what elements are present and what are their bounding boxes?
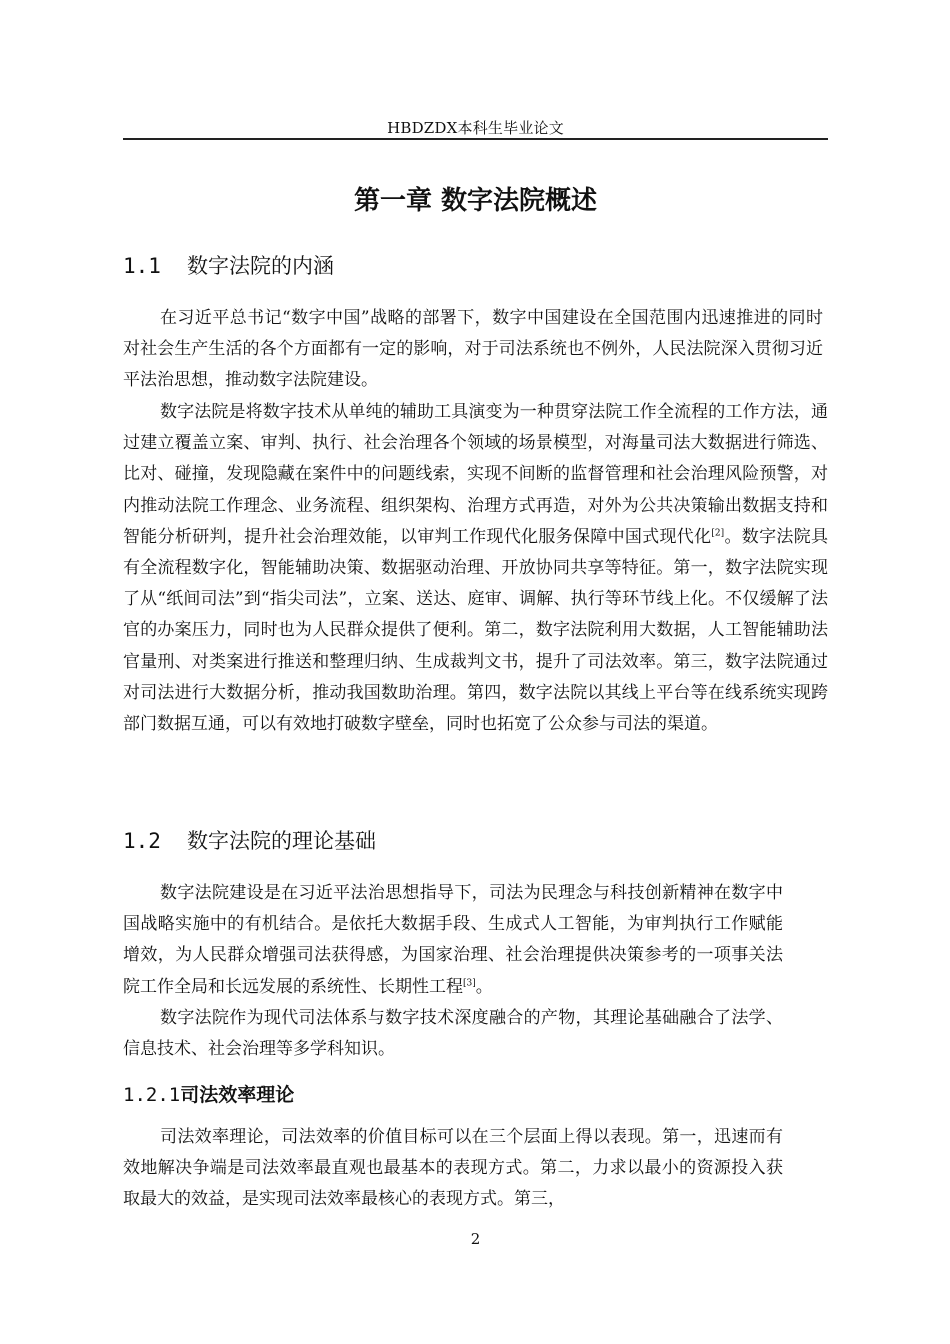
subsection-number: 1.2.1 bbox=[123, 1084, 181, 1106]
subsection-title: 司法效率理论 bbox=[180, 1084, 295, 1106]
chapter-title: 第一章 数字法院概述 bbox=[353, 186, 598, 216]
section-number: 1.1 bbox=[123, 254, 161, 278]
citation-marker: [2] bbox=[711, 528, 725, 539]
section-number: 1.2 bbox=[123, 829, 161, 853]
section-title: 数字法院的内涵 bbox=[187, 254, 334, 278]
paragraph-text: 。数字法院具有全流程数字化，智能辅助决策、数据驱动治理、开放协同共享等特征。第一，数字法院实现了从“纸间司法”到“指尖司法”，立案、送达、庭审、调解、执行等环节线上化。不仅缓解了法官的办案压力，同时也为人民群众提供了便利。第二，数字法院利用大数据，人工智能辅助法官量刑、对类案进行推送和整理归纳、生成裁判文书，提升了司法效率。第三，数字法院通过对司法进行大数据分析，推动我国数助治理。第四，数字法院以其线上平台等在线系统实现跨部门数据互通，可以有效地打破数字壁垒，同时也拓宽了公众参与司法的渠道。 bbox=[123, 526, 829, 735]
body-paragraph bbox=[123, 397, 828, 740]
body-paragraph: 数字法院作为现代司法体系与数字技术深度融合的产物，其理论基础融合了法学、信息技术、社会治理等多学科知识。 bbox=[123, 1008, 783, 1060]
section-title: 数字法院的理论基础 bbox=[187, 829, 376, 853]
header-divider bbox=[123, 138, 828, 140]
body-paragraph: 在习近平总书记“数字中国”战略的部署下，数字中国建设在全国范围内迅速推进的同时对社会生产生活的各个方面都有一定的影响，对于司法系统也不例外，人民法院深入贯彻习近平法治思想，推动数字法院建设。 bbox=[123, 308, 823, 391]
paragraph-text: 数字法院建设是在习近平法治思想指导下，司法为民理念与科技创新精神在数字中国战略实施中的有机结合。是依托大数据手段、生成式人工智能，为审判执行工作赋能增效，为人民群众增强司法获得感，为国家治理、社会治理提供决策参考的一项事关法院工作全局和长远发展的系统性、长期性工程 bbox=[123, 883, 783, 997]
citation-marker: [3] bbox=[463, 977, 476, 988]
paragraph-text: 数字法院是将数字技术从单纯的辅助工具演变为一种贯穿法院工作全流程的工作方法，通过建立覆盖立案、审判、执行、社会治理各个领域的场景模型，对海量司法大数据进行筛选、比对、碰撞，发现隐藏在案件中的问题线索，实现不间断的监督管理和社会治理风险预警，对内推动法院工作理念、业务流程、组织架构、治理方式再造，对外为公共决策输出数据支持和智能分析研判，提升社会治理效能，以审判工作现代化服务保障中国式现代化 bbox=[123, 402, 828, 547]
subsection-heading-1-2-1 bbox=[123, 1080, 294, 1107]
running-header: HBDZDX本科生毕业论文 bbox=[387, 119, 564, 137]
section-heading-1-1 bbox=[123, 250, 334, 280]
page-number: 2 bbox=[470, 1230, 481, 1248]
body-paragraph: 司法效率理论，司法效率的价值目标可以在三个层面上得以表现。第一，迅速而有效地解决争端是司法效率最直观也最基本的表现方式。第二，力求以最小的资源投入获取最大的效益，是实现司法效率最核心的表现方式。第三， bbox=[123, 1127, 783, 1210]
body-paragraph bbox=[123, 878, 783, 1003]
paragraph-text: 。 bbox=[475, 976, 493, 997]
section-heading-1-2 bbox=[123, 825, 376, 855]
